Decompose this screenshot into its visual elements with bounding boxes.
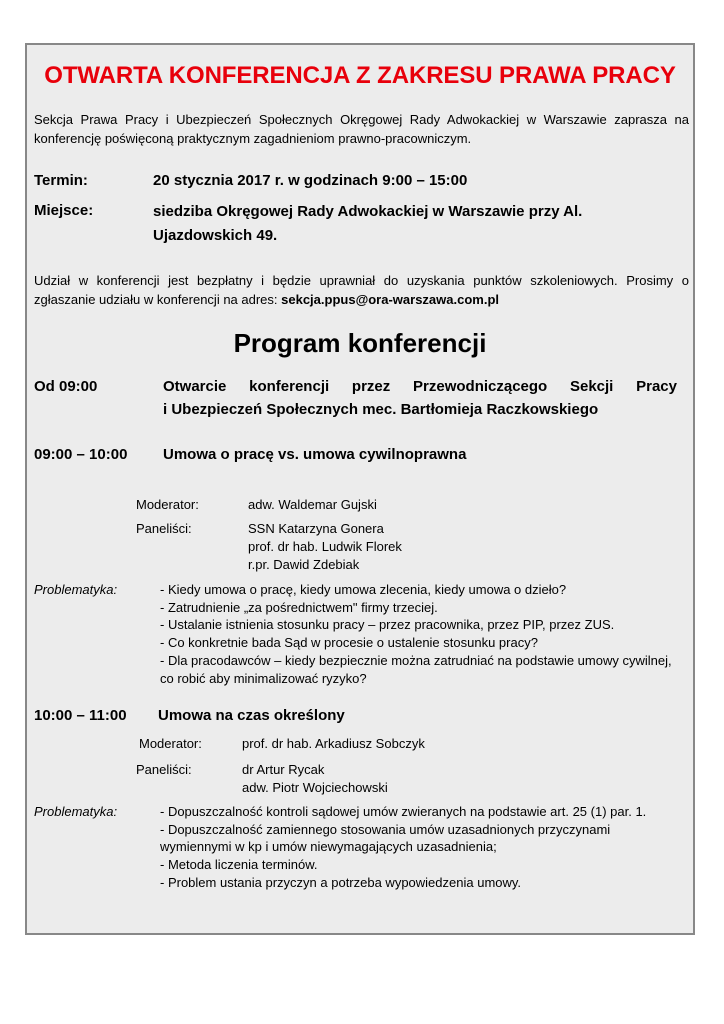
program-heading: Program konferencji	[233, 328, 487, 358]
registration-text: Udział w konferencji jest bezpłatny i będzie uprawniał do uzyskania punktów szkoleniowych. Prosimy o zgłaszanie udziału w konferencji na adres:	[34, 273, 689, 307]
document-title: OTWARTA KONFERENCJA Z ZAKRESU PRAWA PRACY	[44, 62, 676, 89]
opening-line-1: Otwarcie konferencji przez Przewodniczącego Sekcji Pracy	[163, 378, 677, 395]
issue-item: wymiennymi w kp i umów niewymagających uzasadnienia;	[160, 839, 497, 855]
termin-label: Termin:	[34, 172, 88, 189]
issue-item: - Dopuszczalność zamiennego stosowania umów uzasadnionych przyczynami	[160, 821, 611, 837]
issue-item: co robić aby minimalizować ryzyko?	[160, 670, 367, 686]
miejsce-label: Miejsce:	[34, 202, 94, 219]
session2-time: 10:00 – 11:00	[34, 707, 127, 724]
session2-title: Umowa na czas określony	[158, 707, 345, 724]
issue-item: - Co konkretnie bada Sąd w procesie o ustalenie stosunku pracy?	[160, 635, 538, 651]
session1-panelist: SSN Katarzyna Gonera	[248, 521, 384, 536]
session2-panelists-label: Paneliści:	[136, 762, 192, 777]
issue-item: - Dla pracodawców – kiedy bezpiecznie można zatrudniać na podstawie umowy cywilnej,	[160, 652, 672, 668]
termin-value: 20 stycznia 2017 r. w godzinach 9:00 – 15:00	[153, 172, 468, 189]
intro-paragraph: Sekcja Prawa Pracy i Ubezpieczeń Społecznych Okręgowej Rady Adwokackiej w Warszawie zaprasza na konferencję poświęconą praktycznym zagadnieniom prawno-pracowniczym.	[34, 112, 689, 146]
issue-item: - Problem ustania przyczyn a potrzeba wypowiedzenia umowy.	[160, 874, 522, 890]
session1-moderator-label: Moderator:	[136, 497, 199, 512]
session1-title: Umowa o pracę vs. umowa cywilnoprawna	[163, 446, 467, 463]
registration-paragraph	[34, 271, 689, 309]
session1-issues-label: Problematyka:	[34, 582, 118, 597]
issue-item: - Dopuszczalność kontroli sądowej umów zwieranych na podstawie art. 25 (1) par. 1.	[160, 804, 647, 819]
session1-time: 09:00 – 10:00	[34, 446, 128, 463]
session2-issues-list	[160, 803, 646, 892]
session2-moderator: prof. dr hab. Arkadiusz Sobczyk	[242, 736, 425, 751]
session1-panelists-label: Paneliści:	[136, 521, 192, 536]
session2-issues-label: Problematyka:	[34, 804, 118, 819]
registration-email[interactable]: sekcja.ppus@ora-warszawa.com.pl	[281, 292, 500, 307]
document-frame	[25, 43, 695, 935]
issue-item: - Metoda liczenia terminów.	[160, 857, 318, 873]
issue-item: - Zatrudnienie „za pośrednictwem" firmy trzeciej.	[160, 599, 438, 615]
opening-time: Od 09:00	[34, 378, 98, 395]
issue-item: - Kiedy umowa o pracę, kiedy umowa zlecenia, kiedy umowa o dzieło?	[160, 582, 567, 597]
session1-issues-list	[160, 581, 672, 687]
session2-moderator-label: Moderator:	[139, 736, 202, 751]
session2-panelist: dr Artur Rycak	[242, 762, 325, 777]
session1-moderator: adw. Waldemar Gujski	[248, 497, 377, 512]
issue-item: - Ustalanie istnienia stosunku pracy – przez pracownika, przez PIP, przez ZUS.	[160, 617, 615, 633]
session2-panelist: adw. Piotr Wojciechowski	[242, 780, 388, 795]
session1-panelist: r.pr. Dawid Zdebiak	[248, 557, 360, 572]
session1-panelist: prof. dr hab. Ludwik Florek	[248, 539, 402, 554]
miejsce-value: siedziba Okręgowej Rady Adwokackiej w Warszawie przy Al. Ujazdowskich 49.	[153, 203, 583, 244]
opening-line-2: i Ubezpieczeń Społecznych mec. Bartłomieja Raczkowskiego	[163, 401, 599, 418]
